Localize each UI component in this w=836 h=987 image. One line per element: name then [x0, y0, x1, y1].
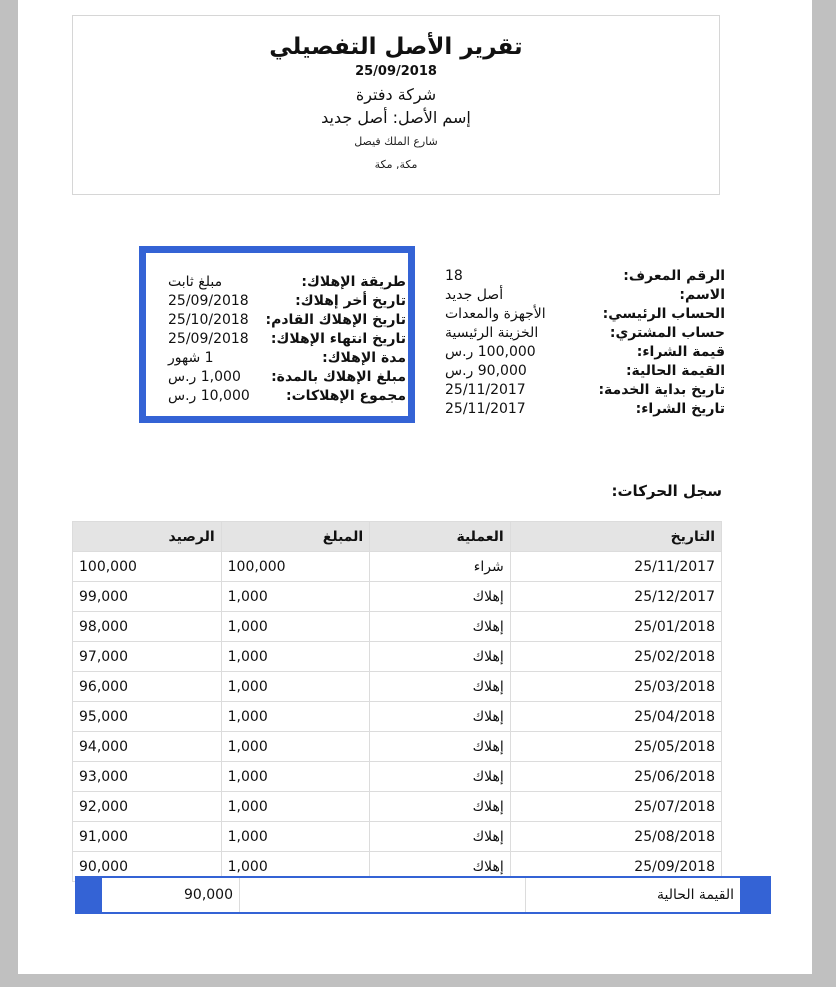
info-label: الرقم المعرف:	[623, 267, 725, 284]
info-label: الاسم:	[679, 286, 725, 303]
asset-info-panel	[445, 266, 725, 418]
company-city: مكة, مكة	[374, 158, 418, 171]
cell-date: 25/09/2018	[510, 852, 721, 882]
cell-amount: 1,000	[221, 762, 370, 792]
cell-operation: شراء	[370, 552, 511, 582]
cell-date: 25/05/2018	[510, 732, 721, 762]
cell-operation: إهلاك	[370, 732, 511, 762]
cell-amount: 1,000	[221, 582, 370, 612]
table-header-row	[73, 522, 722, 552]
table-row	[73, 672, 722, 702]
cell-operation: إهلاك	[370, 762, 511, 792]
asset-info-row	[445, 380, 725, 399]
cell-date: 25/04/2018	[510, 702, 721, 732]
table-row	[73, 792, 722, 822]
table-row	[73, 732, 722, 762]
info-value: أصل جديد	[445, 286, 504, 303]
cell-date: 25/02/2018	[510, 642, 721, 672]
depreciation-info-row	[146, 367, 406, 386]
report-header	[72, 15, 720, 195]
info-value: 25/09/2018	[168, 330, 249, 347]
info-label: تاريخ الإهلاك القادم:	[265, 311, 406, 328]
table-row	[73, 822, 722, 852]
cell-operation: إهلاك	[370, 792, 511, 822]
cell-date: 25/03/2018	[510, 672, 721, 702]
cell-amount: 1,000	[221, 612, 370, 642]
cell-date: 25/08/2018	[510, 822, 721, 852]
info-value: 100,000 ر.س	[445, 343, 536, 360]
info-label: مدة الإهلاك:	[322, 349, 406, 366]
info-value: 25/09/2018	[168, 292, 249, 309]
cell-date: 25/01/2018	[510, 612, 721, 642]
cell-operation: إهلاك	[370, 582, 511, 612]
cell-balance: 90,000	[73, 852, 222, 882]
info-label: الحساب الرئيسي:	[602, 305, 725, 322]
cell-operation: إهلاك	[370, 672, 511, 702]
depreciation-info-row	[146, 329, 406, 348]
report-date: 25/09/2018	[355, 64, 437, 79]
cell-balance: 91,000	[73, 822, 222, 852]
asset-info-row	[445, 361, 725, 380]
info-value: 18	[445, 267, 463, 284]
info-value: الخزينة الرئيسية	[445, 324, 539, 341]
column-header-balance: الرصيد	[73, 522, 222, 552]
asset-info-row	[445, 266, 725, 285]
asset-info-row	[445, 399, 725, 418]
table-row	[73, 642, 722, 672]
table-row	[73, 612, 722, 642]
info-value: 1 شهور	[168, 349, 214, 366]
info-label: مبلغ الإهلاك بالمدة:	[271, 368, 406, 385]
info-value: 90,000 ر.س	[445, 362, 527, 379]
asset-info-row	[445, 323, 725, 342]
info-label: تاريخ أخر إهلاك:	[295, 292, 406, 309]
cell-balance: 100,000	[73, 552, 222, 582]
current-value-label: القيمة الحالية	[657, 887, 734, 903]
info-value: الأجهزة والمعدات	[445, 305, 546, 322]
info-label: مجموع الإهلاكات:	[286, 387, 406, 404]
table-row	[73, 582, 722, 612]
company-name: شركة دفترة	[355, 85, 437, 104]
cell-date: 25/12/2017	[510, 582, 721, 612]
cell-amount: 1,000	[221, 672, 370, 702]
info-value: 25/11/2017	[445, 400, 526, 417]
cell-amount: 1,000	[221, 852, 370, 882]
cell-balance: 96,000	[73, 672, 222, 702]
asset-name: إسم الأصل: أصل جديد	[321, 108, 471, 127]
column-header-operation: العملية	[370, 522, 511, 552]
cell-amount: 1,000	[221, 642, 370, 672]
cell-operation: إهلاك	[370, 642, 511, 672]
depreciation-info-row	[146, 291, 406, 310]
asset-info-row	[445, 304, 725, 323]
info-label: القيمة الحالية:	[625, 362, 725, 379]
depreciation-info-row	[146, 348, 406, 367]
cell-date: 25/07/2018	[510, 792, 721, 822]
cell-amount: 1,000	[221, 732, 370, 762]
table-row	[73, 552, 722, 582]
info-label: تاريخ الشراء:	[635, 400, 725, 417]
depreciation-info-row	[146, 310, 406, 329]
table-row	[73, 762, 722, 792]
cell-amount: 1,000	[221, 702, 370, 732]
cell-balance: 99,000	[73, 582, 222, 612]
info-value: 1,000 ر.س	[168, 368, 241, 385]
company-street: شارع الملك فيصل	[354, 135, 438, 148]
asset-info-row	[445, 342, 725, 361]
info-label: تاريخ انتهاء الإهلاك:	[270, 330, 406, 347]
cell-date: 25/06/2018	[510, 762, 721, 792]
cell-amount: 1,000	[221, 822, 370, 852]
info-label: طريقة الإهلاك:	[301, 273, 406, 290]
cell-operation: إهلاك	[370, 852, 511, 882]
depreciation-info-row	[146, 272, 406, 291]
report-title: تقرير الأصل التفصيلي	[269, 34, 523, 60]
cell-balance: 93,000	[73, 762, 222, 792]
cell-amount: 100,000	[221, 552, 370, 582]
transactions-table	[72, 521, 722, 882]
transactions-title: سجل الحركات:	[611, 482, 722, 500]
depreciation-info-panel[interactable]	[139, 246, 415, 423]
info-label: حساب المشتري:	[609, 324, 725, 341]
cell-operation: إهلاك	[370, 822, 511, 852]
cell-balance: 95,000	[73, 702, 222, 732]
cell-balance: 97,000	[73, 642, 222, 672]
current-value-row[interactable]	[102, 878, 740, 912]
cell-balance: 92,000	[73, 792, 222, 822]
asset-info-row	[445, 285, 725, 304]
current-value-balance: 90,000	[102, 878, 240, 912]
table-row	[73, 702, 722, 732]
current-value-empty-cell	[240, 878, 526, 912]
info-label: قيمة الشراء:	[636, 343, 725, 360]
column-header-date: التاريخ	[510, 522, 721, 552]
info-value: 25/10/2018	[168, 311, 249, 328]
info-value: 10,000 ر.س	[168, 387, 250, 404]
info-label: تاريخ بداية الخدمة:	[598, 381, 725, 398]
cell-operation: إهلاك	[370, 702, 511, 732]
cell-operation: إهلاك	[370, 612, 511, 642]
info-value: 25/11/2017	[445, 381, 526, 398]
cell-balance: 94,000	[73, 732, 222, 762]
cell-balance: 98,000	[73, 612, 222, 642]
cell-date: 25/11/2017	[510, 552, 721, 582]
column-header-amount: المبلغ	[221, 522, 370, 552]
info-value: مبلغ ثابت	[168, 273, 223, 290]
depreciation-info-row	[146, 386, 406, 405]
cell-amount: 1,000	[221, 792, 370, 822]
